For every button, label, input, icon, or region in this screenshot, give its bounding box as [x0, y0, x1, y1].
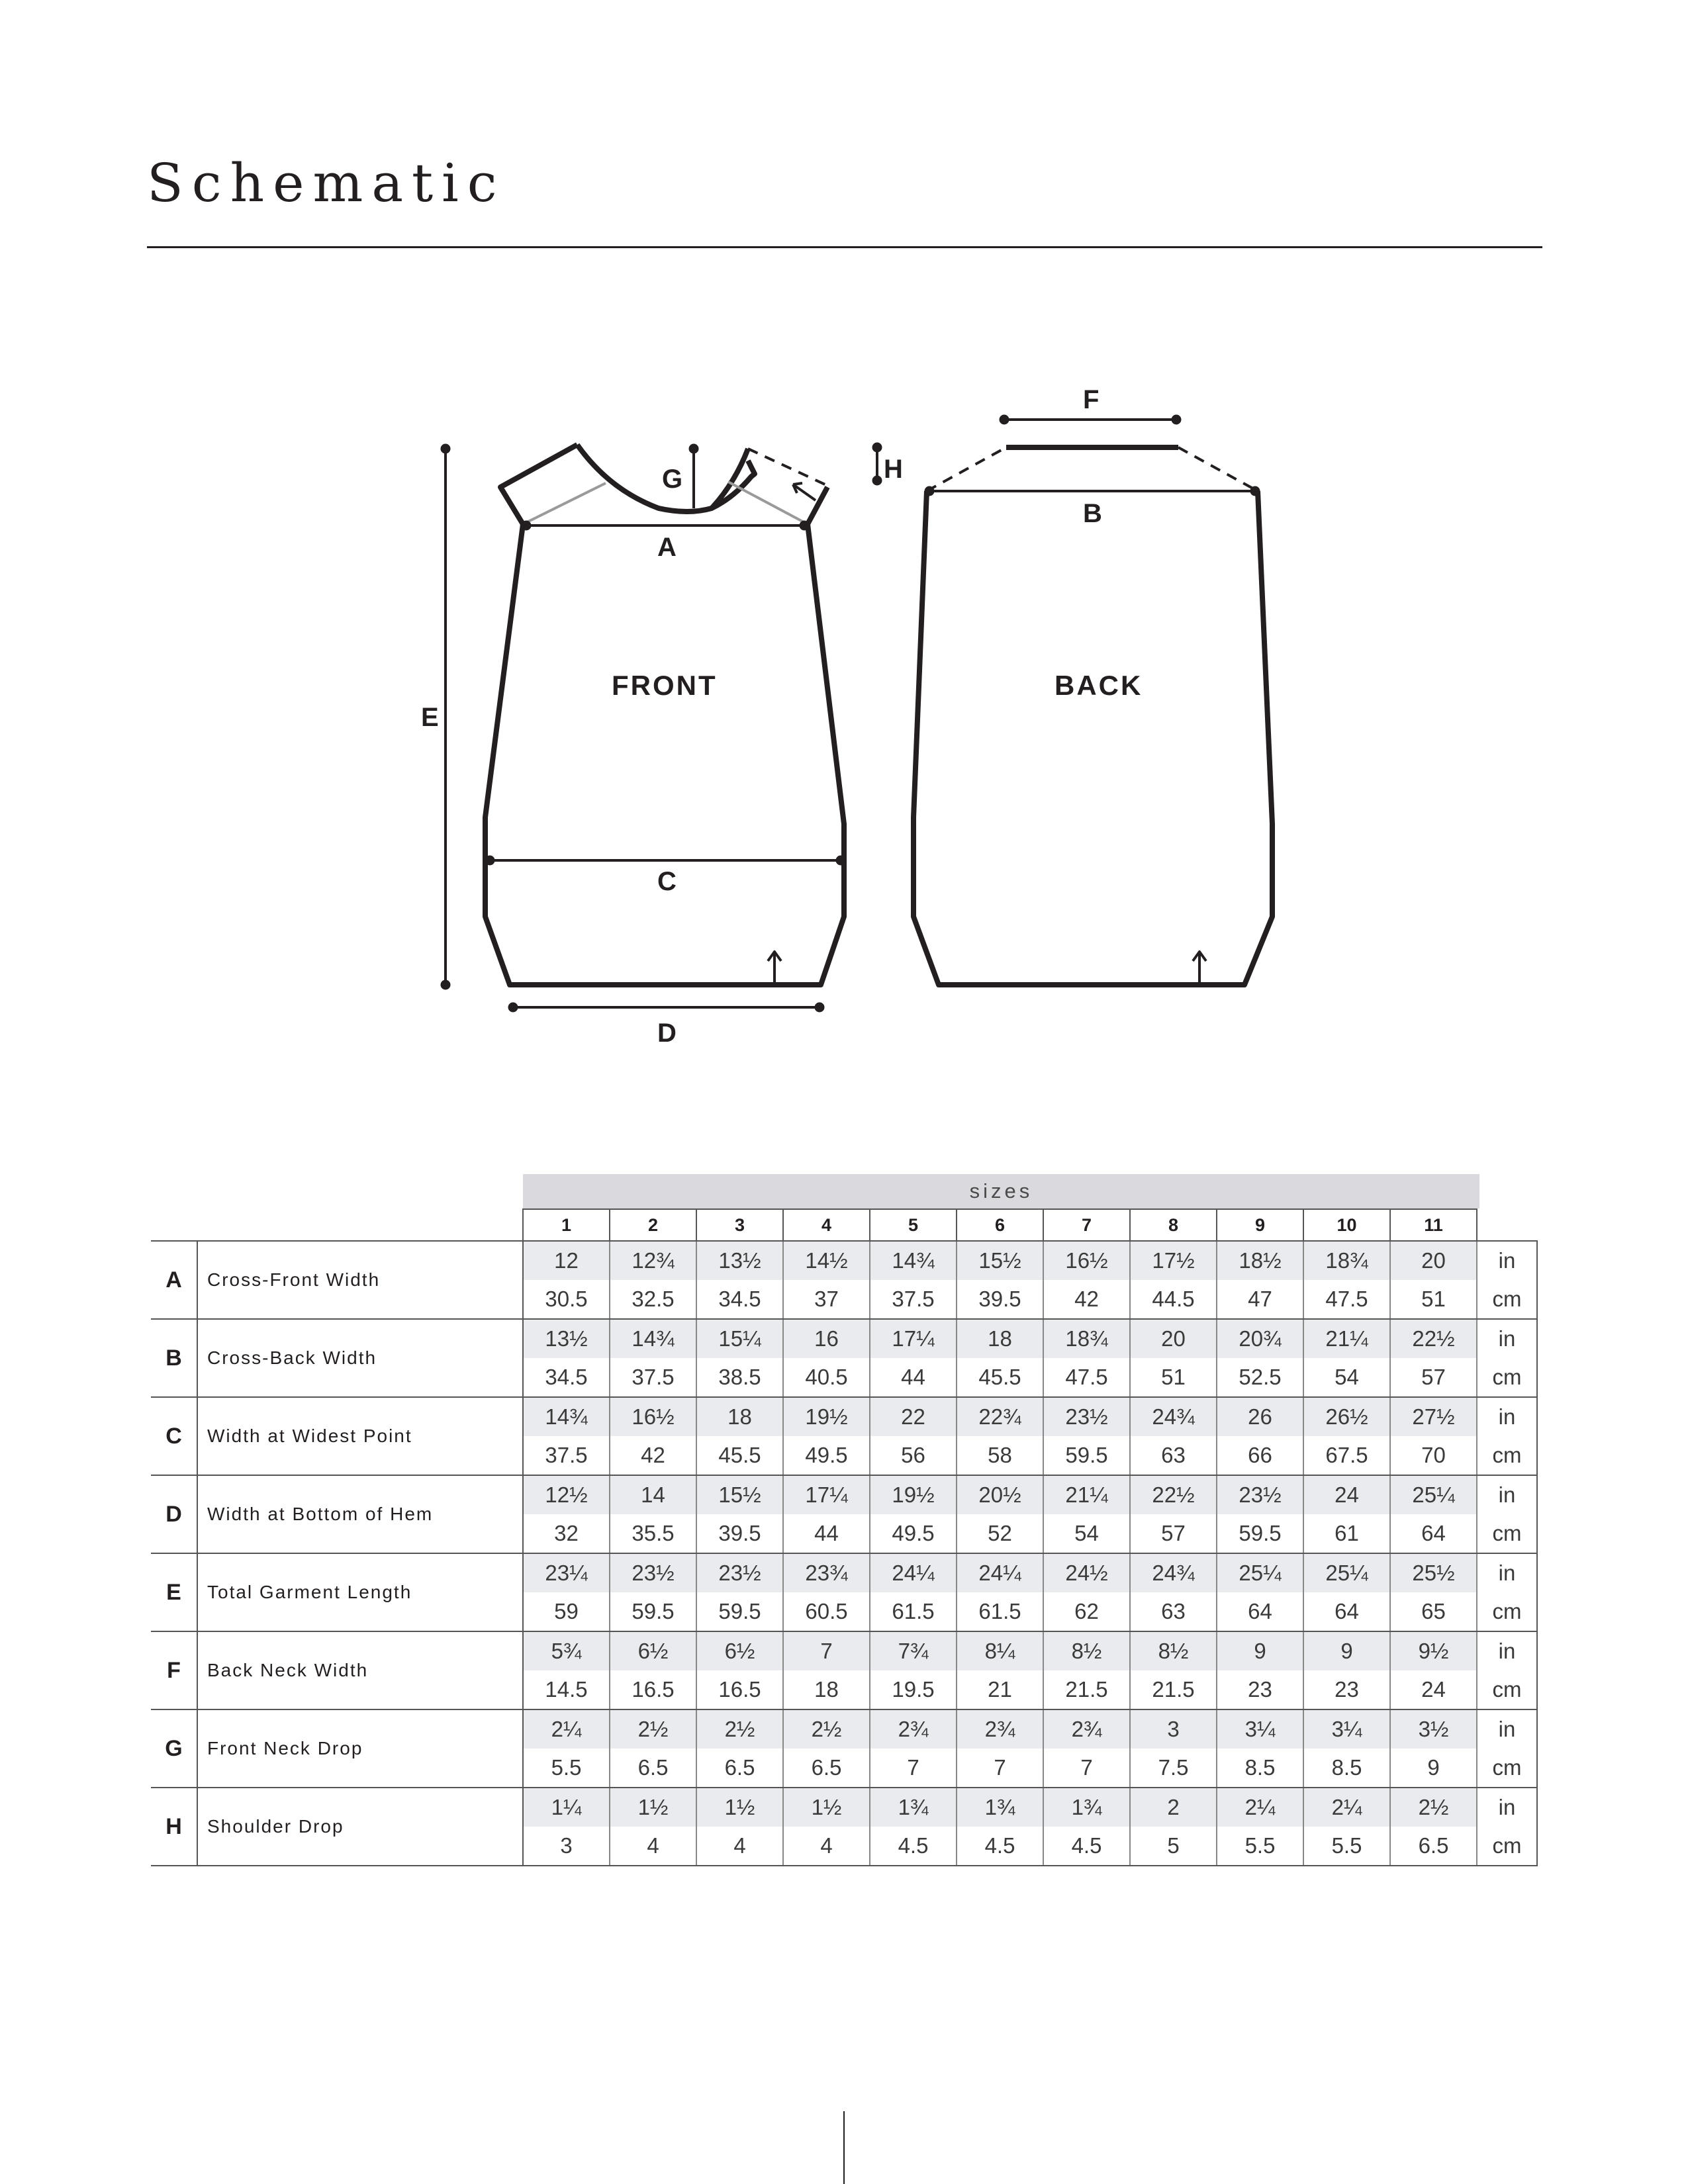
measurement-value-cm: 54: [1043, 1514, 1130, 1553]
measure-dot: [925, 486, 934, 496]
measurement-value-cm: 70: [1390, 1436, 1477, 1475]
measurement-value-cm: 64: [1303, 1592, 1390, 1631]
front-measurements: [441, 443, 882, 1012]
measurement-value-cm: 47.5: [1303, 1280, 1390, 1319]
size-header-cell: 9: [1217, 1209, 1303, 1241]
measurement-value-cm: 61.5: [957, 1592, 1043, 1631]
measure-dot: [872, 476, 882, 485]
measurement-value-in: 24¼: [957, 1553, 1043, 1592]
table-row: [151, 1397, 1537, 1436]
table-row: [151, 1319, 1537, 1358]
measurement-value-in: 2½: [1390, 1788, 1477, 1827]
unit-label: in: [1477, 1553, 1537, 1592]
measurement-value-in: 20: [1390, 1241, 1477, 1280]
measurement-value-in: 2½: [610, 1709, 696, 1749]
size-header-cell: 8: [1130, 1209, 1217, 1241]
unit-label: cm: [1477, 1592, 1537, 1631]
unit-label: in: [1477, 1709, 1537, 1749]
back-panel-label: BACK: [1055, 670, 1143, 701]
measurement-value-cm: 24: [1390, 1670, 1477, 1709]
size-header-row: [151, 1209, 1537, 1241]
shoulder-arrow-icon: [793, 483, 816, 500]
front-shoulder-left-grey: [523, 483, 606, 524]
measurement-value-in: 2¾: [1043, 1709, 1130, 1749]
measurement-value-cm: 7: [1043, 1749, 1130, 1788]
measurement-value-cm: 34.5: [523, 1358, 610, 1397]
measurement-value-cm: 4.5: [1043, 1827, 1130, 1866]
measurement-value-cm: 59.5: [696, 1592, 783, 1631]
measurement-value-in: 1¾: [957, 1788, 1043, 1827]
measurement-value-cm: 21.5: [1043, 1670, 1130, 1709]
measurement-value-in: 3½: [1390, 1709, 1477, 1749]
size-header-cell: 11: [1390, 1209, 1477, 1241]
measurement-value-in: 18½: [1217, 1241, 1303, 1280]
size-header-cell: 3: [696, 1209, 783, 1241]
measurement-value-cm: 34.5: [696, 1280, 783, 1319]
measurement-value-in: 7¾: [870, 1631, 957, 1670]
front-shoulder-right-dash: [748, 449, 831, 487]
label-g: G: [662, 465, 683, 494]
measurement-letter: H: [151, 1788, 197, 1866]
measurement-value-in: 23½: [696, 1553, 783, 1592]
measurement-name: Cross-Front Width: [197, 1241, 523, 1319]
measurement-value-cm: 44: [783, 1514, 870, 1553]
measurement-value-cm: 6.5: [783, 1749, 870, 1788]
blank-cell: [1477, 1209, 1537, 1241]
measurement-value-cm: 8.5: [1217, 1749, 1303, 1788]
table-row: [151, 1241, 1537, 1280]
measurement-value-cm: 14.5: [523, 1670, 610, 1709]
measurement-value-in: 9½: [1390, 1631, 1477, 1670]
measurement-value-in: 18¾: [1303, 1241, 1390, 1280]
size-header-cell: 10: [1303, 1209, 1390, 1241]
blank-cell: [151, 1209, 197, 1241]
table-row: [151, 1709, 1537, 1749]
measurement-value-cm: 6.5: [1390, 1827, 1477, 1866]
measurement-value-cm: 7: [957, 1749, 1043, 1788]
measurement-value-in: 14¾: [870, 1241, 957, 1280]
measurement-value-in: 3: [1130, 1709, 1217, 1749]
measurement-value-cm: 21.5: [1130, 1670, 1217, 1709]
measurement-value-cm: 39.5: [696, 1514, 783, 1553]
measure-dot: [441, 444, 450, 453]
measurement-value-cm: 6.5: [610, 1749, 696, 1788]
measure-dot: [1172, 415, 1181, 424]
measurement-value-in: 2¼: [1303, 1788, 1390, 1827]
measurement-value-in: 8¼: [957, 1631, 1043, 1670]
measurement-value-cm: 4: [783, 1827, 870, 1866]
measurement-value-cm: 5.5: [523, 1749, 610, 1788]
measure-dot: [815, 1003, 824, 1012]
measurement-value-cm: 66: [1217, 1436, 1303, 1475]
measurement-name: Total Garment Length: [197, 1553, 523, 1631]
measurement-letter: B: [151, 1319, 197, 1397]
unit-label: in: [1477, 1241, 1537, 1280]
measurement-value-in: 24¾: [1130, 1553, 1217, 1592]
measurement-value-in: 25¼: [1303, 1553, 1390, 1592]
measurement-value-cm: 40.5: [783, 1358, 870, 1397]
measurement-value-cm: 6.5: [696, 1749, 783, 1788]
measurement-value-in: 24½: [1043, 1553, 1130, 1592]
measurement-value-in: 12: [523, 1241, 610, 1280]
measurement-value-cm: 45.5: [696, 1436, 783, 1475]
measurement-value-in: 15¼: [696, 1319, 783, 1358]
measurement-value-cm: 16.5: [696, 1670, 783, 1709]
size-header-cell: 5: [870, 1209, 957, 1241]
size-header-cell: 7: [1043, 1209, 1130, 1241]
measurement-value-cm: 3: [523, 1827, 610, 1866]
measurement-value-in: 2½: [696, 1709, 783, 1749]
measurement-value-in: 17¼: [783, 1475, 870, 1514]
measurement-value-in: 6½: [696, 1631, 783, 1670]
measurement-value-in: 1½: [610, 1788, 696, 1827]
measurement-value-cm: 4.5: [957, 1827, 1043, 1866]
measurement-value-cm: 64: [1217, 1592, 1303, 1631]
measurement-value-cm: 52.5: [1217, 1358, 1303, 1397]
measurement-value-cm: 45.5: [957, 1358, 1043, 1397]
measurement-table: [151, 1208, 1538, 1866]
unit-label: cm: [1477, 1436, 1537, 1475]
measurement-value-cm: 64: [1390, 1514, 1477, 1553]
measurement-value-cm: 16.5: [610, 1670, 696, 1709]
measurement-value-cm: 57: [1130, 1514, 1217, 1553]
measurement-value-in: 22½: [1390, 1319, 1477, 1358]
measurement-value-in: 27½: [1390, 1397, 1477, 1436]
unit-label: cm: [1477, 1280, 1537, 1319]
label-a: A: [657, 533, 677, 562]
measurement-value-cm: 47.5: [1043, 1358, 1130, 1397]
measurement-value-in: 9: [1217, 1631, 1303, 1670]
measurement-name: Width at Bottom of Hem: [197, 1475, 523, 1553]
label-d: D: [657, 1019, 677, 1048]
measurement-value-cm: 51: [1130, 1358, 1217, 1397]
measurement-name: Back Neck Width: [197, 1631, 523, 1709]
label-e: E: [421, 703, 439, 732]
measurement-value-in: 1¾: [1043, 1788, 1130, 1827]
measurement-value-cm: 57: [1390, 1358, 1477, 1397]
measurement-value-in: 3¼: [1217, 1709, 1303, 1749]
measurement-value-cm: 37.5: [610, 1358, 696, 1397]
measure-dot: [441, 980, 450, 989]
measurement-value-in: 17¼: [870, 1319, 957, 1358]
blank-cell: [197, 1209, 523, 1241]
measurement-value-in: 2¾: [957, 1709, 1043, 1749]
measurement-value-in: 7: [783, 1631, 870, 1670]
measurement-value-in: 20½: [957, 1475, 1043, 1514]
back-measurements: [925, 415, 1260, 496]
page-divider: [843, 2111, 845, 2184]
measurement-value-in: 24¾: [1130, 1397, 1217, 1436]
unit-label: in: [1477, 1475, 1537, 1514]
measurement-value-cm: 5.5: [1217, 1827, 1303, 1866]
measurement-value-cm: 4: [696, 1827, 783, 1866]
measurement-name: Shoulder Drop: [197, 1788, 523, 1866]
measurement-letter: A: [151, 1241, 197, 1319]
measurement-value-in: 21¼: [1303, 1319, 1390, 1358]
measurement-value-in: 17½: [1130, 1241, 1217, 1280]
measurement-value-in: 18: [696, 1397, 783, 1436]
measurement-value-cm: 19.5: [870, 1670, 957, 1709]
measurement-value-in: 2½: [783, 1709, 870, 1749]
measurement-value-in: 16½: [610, 1397, 696, 1436]
measurement-value-cm: 32: [523, 1514, 610, 1553]
measurement-value-in: 25¼: [1217, 1553, 1303, 1592]
measurement-value-in: 20¾: [1217, 1319, 1303, 1358]
measurement-value-in: 16½: [1043, 1241, 1130, 1280]
measurement-name: Width at Widest Point: [197, 1397, 523, 1475]
measurement-value-in: 15½: [696, 1475, 783, 1514]
measurement-value-in: 2: [1130, 1788, 1217, 1827]
measurement-value-in: 9: [1303, 1631, 1390, 1670]
measurement-value-in: 23¾: [783, 1553, 870, 1592]
measurement-value-cm: 9: [1390, 1749, 1477, 1788]
measurement-value-cm: 4.5: [870, 1827, 957, 1866]
measurement-value-in: 2¼: [523, 1709, 610, 1749]
unit-label: in: [1477, 1397, 1537, 1436]
page-title: Schematic: [147, 152, 506, 214]
measurement-value-cm: 38.5: [696, 1358, 783, 1397]
measurement-value-cm: 42: [1043, 1280, 1130, 1319]
front-panel-label: FRONT: [612, 670, 718, 701]
measurement-value-in: 3¼: [1303, 1709, 1390, 1749]
measurement-value-in: 12½: [523, 1475, 610, 1514]
measurement-value-cm: 60.5: [783, 1592, 870, 1631]
back-shoulder-right-dash: [1178, 447, 1258, 491]
measurement-value-cm: 5: [1130, 1827, 1217, 1866]
measurement-value-in: 26: [1217, 1397, 1303, 1436]
table-row: [151, 1788, 1537, 1827]
measurement-value-in: 20: [1130, 1319, 1217, 1358]
measurement-name: Front Neck Drop: [197, 1709, 523, 1788]
table-row: [151, 1475, 1537, 1514]
measure-dot: [689, 444, 698, 453]
measurement-value-cm: 51: [1390, 1280, 1477, 1319]
label-b: B: [1083, 499, 1102, 528]
measurement-letter: D: [151, 1475, 197, 1553]
measure-dot: [1250, 486, 1260, 496]
measurement-value-cm: 21: [957, 1670, 1043, 1709]
measure-dot: [485, 856, 494, 865]
measure-dot: [872, 443, 882, 452]
measurement-value-cm: 18: [783, 1670, 870, 1709]
measurement-value-cm: 59: [523, 1592, 610, 1631]
unit-label: cm: [1477, 1827, 1537, 1866]
measurement-value-in: 24¼: [870, 1553, 957, 1592]
hem-arrow-icon-back: [1193, 952, 1206, 983]
measurement-value-in: 19½: [783, 1397, 870, 1436]
measurement-value-in: 14½: [783, 1241, 870, 1280]
measurement-value-cm: 37.5: [870, 1280, 957, 1319]
measurement-value-in: 13½: [523, 1319, 610, 1358]
measurement-value-cm: 39.5: [957, 1280, 1043, 1319]
table-body: [151, 1209, 1537, 1866]
measurement-value-in: 23½: [1043, 1397, 1130, 1436]
measurement-value-in: 23½: [1217, 1475, 1303, 1514]
measurement-value-cm: 47: [1217, 1280, 1303, 1319]
measurement-value-cm: 49.5: [783, 1436, 870, 1475]
measurement-value-cm: 37.5: [523, 1436, 610, 1475]
label-f: F: [1083, 385, 1100, 414]
measurement-value-cm: 30.5: [523, 1280, 610, 1319]
measurement-value-cm: 62: [1043, 1592, 1130, 1631]
measure-dot: [522, 521, 531, 530]
measurement-value-cm: 49.5: [870, 1514, 957, 1553]
measurement-value-in: 1½: [696, 1788, 783, 1827]
measurement-value-in: 8½: [1043, 1631, 1130, 1670]
measurement-letter: C: [151, 1397, 197, 1475]
size-header-cell: 1: [523, 1209, 610, 1241]
measurement-value-in: 26½: [1303, 1397, 1390, 1436]
measurement-value-in: 16: [783, 1319, 870, 1358]
measurement-value-cm: 32.5: [610, 1280, 696, 1319]
measurement-value-cm: 5.5: [1303, 1827, 1390, 1866]
measurement-value-cm: 23: [1217, 1670, 1303, 1709]
measurement-value-cm: 42: [610, 1436, 696, 1475]
unit-label: cm: [1477, 1749, 1537, 1788]
unit-label: cm: [1477, 1358, 1537, 1397]
measurement-value-cm: 8.5: [1303, 1749, 1390, 1788]
measure-dot: [800, 521, 809, 530]
measurement-value-cm: 59.5: [1217, 1514, 1303, 1553]
measurement-value-in: 2¾: [870, 1709, 957, 1749]
measurement-value-in: 18: [957, 1319, 1043, 1358]
unit-label: in: [1477, 1319, 1537, 1358]
measurement-value-cm: 63: [1130, 1436, 1217, 1475]
measurement-value-in: 14¾: [523, 1397, 610, 1436]
label-h: H: [884, 455, 903, 484]
measurement-value-cm: 7: [870, 1749, 957, 1788]
back-panel-outline: [914, 491, 1272, 985]
measurement-value-cm: 65: [1390, 1592, 1477, 1631]
measurement-value-in: 18¾: [1043, 1319, 1130, 1358]
table-row: [151, 1553, 1537, 1592]
measurement-value-in: 19½: [870, 1475, 957, 1514]
unit-label: cm: [1477, 1514, 1537, 1553]
measurement-value-cm: 59.5: [610, 1592, 696, 1631]
unit-label: cm: [1477, 1670, 1537, 1709]
measurement-value-cm: 37: [783, 1280, 870, 1319]
measurement-value-in: 22¾: [957, 1397, 1043, 1436]
measurement-value-cm: 54: [1303, 1358, 1390, 1397]
measurement-value-in: 25½: [1390, 1553, 1477, 1592]
measurement-value-cm: 44: [870, 1358, 957, 1397]
measurement-value-in: 14¾: [610, 1319, 696, 1358]
measurement-value-in: 8½: [1130, 1631, 1217, 1670]
measurement-value-in: 21¼: [1043, 1475, 1130, 1514]
size-header-cell: 2: [610, 1209, 696, 1241]
table-row: [151, 1631, 1537, 1670]
sizes-header: sizes: [523, 1174, 1479, 1208]
back-shoulder-left-dash: [927, 447, 1006, 491]
measurement-value-cm: 59.5: [1043, 1436, 1130, 1475]
measurement-value-in: 1½: [783, 1788, 870, 1827]
measurement-value-in: 5¾: [523, 1631, 610, 1670]
unit-label: in: [1477, 1631, 1537, 1670]
measurement-value-cm: 58: [957, 1436, 1043, 1475]
size-header-cell: 4: [783, 1209, 870, 1241]
unit-label: in: [1477, 1788, 1537, 1827]
measurement-value-cm: 23: [1303, 1670, 1390, 1709]
measurement-value-in: 2¼: [1217, 1788, 1303, 1827]
measurement-value-cm: 61.5: [870, 1592, 957, 1631]
measurement-value-in: 23¼: [523, 1553, 610, 1592]
measurement-value-in: 22: [870, 1397, 957, 1436]
measurement-value-in: 24: [1303, 1475, 1390, 1514]
measurement-value-in: 1¾: [870, 1788, 957, 1827]
hem-arrow-icon-front: [768, 952, 781, 983]
measurement-letter: F: [151, 1631, 197, 1709]
measurement-value-cm: 52: [957, 1514, 1043, 1553]
measurement-value-cm: 56: [870, 1436, 957, 1475]
measurement-value-in: 23½: [610, 1553, 696, 1592]
label-c: C: [657, 867, 677, 896]
measurement-value-cm: 35.5: [610, 1514, 696, 1553]
measurement-value-in: 6½: [610, 1631, 696, 1670]
measurement-value-cm: 67.5: [1303, 1436, 1390, 1475]
measurement-letter: G: [151, 1709, 197, 1788]
measurement-value-in: 12¾: [610, 1241, 696, 1280]
measurement-value-cm: 7.5: [1130, 1749, 1217, 1788]
measurement-value-in: 1¼: [523, 1788, 610, 1827]
measurement-value-cm: 61: [1303, 1514, 1390, 1553]
size-header-cell: 6: [957, 1209, 1043, 1241]
measure-dot: [508, 1003, 518, 1012]
measurement-value-cm: 44.5: [1130, 1280, 1217, 1319]
measurement-value-in: 13½: [696, 1241, 783, 1280]
measurement-name: Cross-Back Width: [197, 1319, 523, 1397]
measurement-value-in: 25¼: [1390, 1475, 1477, 1514]
measurement-letter: E: [151, 1553, 197, 1631]
measure-dot: [1000, 415, 1009, 424]
measurement-value-in: 22½: [1130, 1475, 1217, 1514]
measurement-value-in: 15½: [957, 1241, 1043, 1280]
measurement-value-cm: 4: [610, 1827, 696, 1866]
measure-dot: [836, 856, 845, 865]
measurement-value-in: 14: [610, 1475, 696, 1514]
measurement-value-cm: 63: [1130, 1592, 1217, 1631]
